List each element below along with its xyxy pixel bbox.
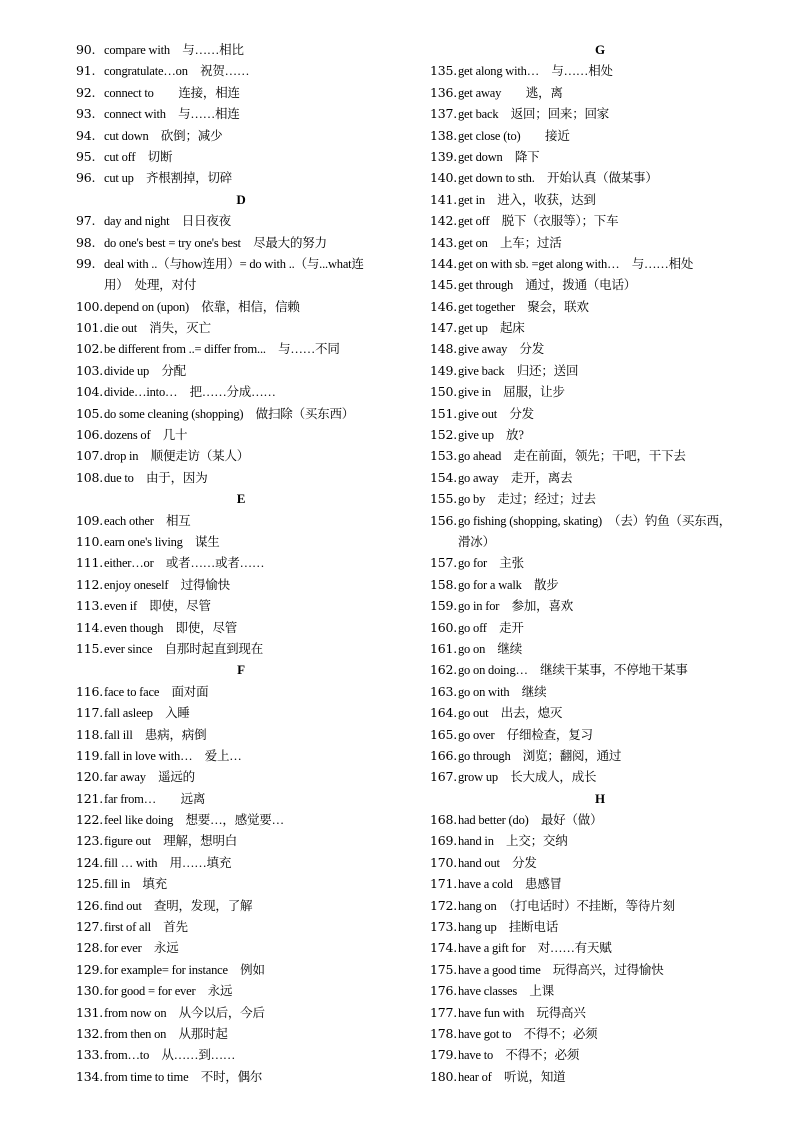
- entry-number: 150.: [430, 384, 458, 400]
- phrase-entry: [76, 531, 406, 552]
- entry-text: dozens of 几十: [104, 428, 188, 443]
- entry-text: have got to 不得不；必须: [458, 1026, 598, 1041]
- section-heading: G: [595, 42, 605, 57]
- entry-number: 169.: [430, 833, 458, 849]
- phrase-entry: [76, 103, 406, 124]
- entry-number: 174.: [430, 940, 458, 956]
- entry-text: for example= for instance 例如: [104, 962, 265, 977]
- entry-text: die out 消失，灭亡: [104, 321, 211, 336]
- entry-text: get through 通过，拨通（电话）: [458, 278, 637, 293]
- entry-text: get down 降下: [458, 149, 540, 164]
- phrase-entry: [430, 360, 770, 381]
- entry-text: go by 走过；经过；过去: [458, 492, 596, 507]
- entry-text: from…to 从……到……: [104, 1048, 236, 1063]
- entry-text: go off 走开: [458, 620, 524, 635]
- entry-text: ever since 自那时起直到现在: [104, 641, 264, 656]
- phrase-entry: [430, 681, 770, 702]
- entry-number: 105.: [76, 405, 104, 421]
- entry-text: hand in 上交；交纳: [458, 834, 568, 849]
- entry-continuation: 滑冰）: [458, 533, 495, 549]
- entry-number: 178.: [430, 1025, 458, 1041]
- entry-number: 127.: [76, 919, 104, 935]
- entry-text: be different from ..= differ from... 与……不同: [104, 342, 340, 357]
- entry-number: 168.: [430, 812, 458, 828]
- phrase-entry: [430, 274, 770, 295]
- phrase-entry: [430, 210, 770, 231]
- entry-number: 123.: [76, 833, 104, 849]
- entry-number: 96.: [76, 170, 96, 186]
- entry-number: 100.: [76, 298, 104, 314]
- entry-number: 162.: [430, 662, 458, 678]
- entry-number: 159.: [430, 598, 458, 614]
- entry-number: 124.: [76, 854, 104, 870]
- entry-text: go on with 继续: [458, 684, 547, 699]
- phrase-entry: [76, 552, 406, 573]
- phrase-entry: [430, 959, 770, 980]
- entry-number: 148.: [430, 341, 458, 357]
- section-heading: D: [236, 191, 246, 207]
- entry-number: 93.: [76, 106, 96, 122]
- phrase-entry: [76, 338, 406, 359]
- phrase-entry: [76, 125, 406, 146]
- entry-text: have a good time 玩得高兴，过得愉快: [458, 962, 664, 977]
- entry-text: have a cold 患感冒: [458, 877, 562, 892]
- entry-text: get in 进入，收获，达到: [458, 192, 596, 207]
- entry-text: each other 相互: [104, 513, 191, 528]
- entry-text: get close (to) 接近: [458, 128, 570, 143]
- entry-text: fill … with 用……填充: [104, 855, 232, 870]
- entry-text: congratulate…on 祝贺……: [104, 64, 250, 79]
- phrase-entry: [76, 830, 406, 851]
- entry-number: 106.: [76, 427, 104, 443]
- phrase-entry: [76, 937, 406, 958]
- entry-number: 142.: [430, 213, 458, 229]
- entry-number: 118.: [76, 726, 104, 742]
- phrase-entry: [76, 980, 406, 1001]
- entry-number: 109.: [76, 512, 104, 528]
- left-column: [76, 39, 406, 1087]
- phrase-entry: [430, 937, 770, 958]
- phrase-entry: [430, 1044, 770, 1065]
- phrase-entry: [430, 445, 770, 466]
- entry-text: give away 分发: [458, 342, 545, 357]
- entry-number: 113.: [76, 598, 104, 614]
- entry-text: get away 逃，离: [458, 85, 563, 100]
- entry-number: 95.: [76, 148, 96, 164]
- entry-text: either…or 或者……或者……: [104, 556, 265, 571]
- entry-number: 154.: [430, 469, 458, 485]
- entry-number: 152.: [430, 427, 458, 443]
- entry-text: even if 即使，尽管: [104, 599, 211, 614]
- phrase-entry: [430, 702, 770, 723]
- entry-number: 140.: [430, 170, 458, 186]
- phrase-entry: [430, 638, 770, 659]
- phrase-entry: [430, 1002, 770, 1023]
- phrase-entry: [430, 617, 770, 638]
- phrase-entry: [430, 403, 770, 424]
- entry-number: 137.: [430, 106, 458, 122]
- phrase-entry: [430, 510, 770, 531]
- entry-number: 143.: [430, 234, 458, 250]
- entry-continuation: 用） 处理，对付: [104, 277, 197, 293]
- phrase-entry: [430, 916, 770, 937]
- entry-text: fall ill 患病，病倒: [104, 727, 207, 742]
- entry-number: 90.: [76, 42, 96, 57]
- entry-text: do one's best = try one's best 尽最大的努力: [104, 235, 327, 250]
- phrase-entry: [76, 167, 406, 188]
- phrase-entry: [76, 809, 406, 830]
- phrase-entry: [76, 232, 406, 253]
- entry-text: divide…into… 把……分成……: [104, 385, 276, 400]
- entry-text: for ever 永远: [104, 941, 179, 956]
- entry-number: 132.: [76, 1025, 104, 1041]
- entry-number: 144.: [430, 255, 458, 271]
- phrase-entry: [76, 146, 406, 167]
- phrase-entry: [76, 360, 406, 381]
- entry-text: give out 分发: [458, 406, 534, 421]
- section-heading: H: [595, 790, 605, 806]
- entry-text: compare with 与……相比: [104, 43, 244, 57]
- phrase-entry: [430, 895, 770, 916]
- entry-text: have a gift for 对……有天赋: [458, 941, 612, 956]
- entry-text: get off 脱下（衣服等）；下车: [458, 214, 619, 229]
- phrase-entry: [430, 60, 770, 81]
- phrase-entry: [76, 445, 406, 466]
- entry-number: 99.: [76, 255, 96, 271]
- entry-text: due to 由于，因为: [104, 470, 208, 485]
- entry-text: get on with sb. =get along with… 与……相处: [458, 256, 694, 271]
- phrase-entry: [430, 552, 770, 573]
- entry-number: 145.: [430, 277, 458, 293]
- entry-number: 151.: [430, 405, 458, 421]
- entry-text: day and night 日日夜夜: [104, 214, 231, 229]
- entry-number: 135.: [430, 63, 458, 79]
- entry-text: get back 返回；回来；回家: [458, 107, 610, 122]
- phrase-entry: [76, 39, 406, 60]
- entry-text: have classes 上课: [458, 984, 554, 999]
- entry-number: 128.: [76, 940, 104, 956]
- phrase-entry: [76, 317, 406, 338]
- entry-text: from then on 从那时起: [104, 1026, 228, 1041]
- phrase-entry: [76, 60, 406, 81]
- entry-text: go fishing (shopping, skating) （去）钓鱼（买东西，: [458, 513, 732, 528]
- phrase-entry: [430, 317, 770, 338]
- entry-number: 107.: [76, 448, 104, 464]
- entry-number: 139.: [430, 148, 458, 164]
- entry-text: deal with ..（与how连用）= do with ..（与...what连: [104, 256, 364, 271]
- entry-number: 165.: [430, 726, 458, 742]
- phrase-entry: [76, 724, 406, 745]
- phrase-entry: [76, 617, 406, 638]
- entry-text: hang on （打电话时）不挂断，等待片刻: [458, 898, 675, 913]
- entry-text: get down to sth. 开始认真（做某事）: [458, 171, 658, 186]
- entry-text: go ahead 走在前面，领先；干吧，干下去: [458, 449, 686, 464]
- entry-number: 122.: [76, 812, 104, 828]
- entry-number: 138.: [430, 127, 458, 143]
- entry-number: 180.: [430, 1068, 458, 1084]
- entry-text: go on 继续: [458, 641, 523, 656]
- entry-number: 158.: [430, 576, 458, 592]
- phrase-entry: [76, 895, 406, 916]
- phrase-entry: [430, 125, 770, 146]
- entry-number: 117.: [76, 705, 104, 721]
- entry-text: go away 走开，离去: [458, 470, 573, 485]
- entry-text: do some cleaning (shopping) 做扫除（买东西）: [104, 406, 355, 421]
- entry-number: 160.: [430, 619, 458, 635]
- entry-number: 136.: [430, 84, 458, 100]
- phrase-entry: [76, 681, 406, 702]
- entry-text: give in 屈服，让步: [458, 385, 565, 400]
- phrase-entry: [430, 296, 770, 317]
- entry-text: connect with 与……相连: [104, 107, 240, 122]
- entry-text: get together 聚会，联欢: [458, 299, 589, 314]
- phrase-entry: [430, 574, 770, 595]
- entry-text: go for a walk 散步: [458, 577, 559, 592]
- entry-number: 116.: [76, 683, 104, 699]
- entry-text: from time to time 不时，偶尔: [104, 1069, 263, 1084]
- entry-number: 166.: [430, 747, 458, 763]
- phrase-entry: [76, 574, 406, 595]
- phrase-entry: [76, 1023, 406, 1044]
- phrase-entry: [430, 103, 770, 124]
- entry-text: first of all 首先: [104, 920, 188, 935]
- entry-number: 149.: [430, 362, 458, 378]
- phrase-entry: [76, 296, 406, 317]
- entry-text: go out 出去，熄灭: [458, 706, 563, 721]
- phrase-entry: [76, 253, 406, 274]
- entry-number: 108.: [76, 469, 104, 485]
- entry-number: 133.: [76, 1047, 104, 1063]
- entry-number: 131.: [76, 1004, 104, 1020]
- entry-number: 170.: [430, 854, 458, 870]
- phrase-entry: [430, 1023, 770, 1044]
- entry-text: cut up 齐根割掉，切碎: [104, 171, 233, 186]
- entry-text: grow up 长大成人，成长: [458, 770, 597, 785]
- entry-number: 121.: [76, 790, 104, 806]
- phrase-entry: [76, 510, 406, 531]
- entry-text: give back 归还；送回: [458, 363, 579, 378]
- phrase-entry: [430, 146, 770, 167]
- phrase-entry: [430, 338, 770, 359]
- entry-number: 153.: [430, 448, 458, 464]
- entry-number: 164.: [430, 705, 458, 721]
- entry-number: 104.: [76, 384, 104, 400]
- phrase-entry: [430, 82, 770, 103]
- phrase-entry: [76, 424, 406, 445]
- entry-number: 94.: [76, 127, 96, 143]
- entry-number: 110.: [76, 533, 104, 549]
- section-heading: E: [236, 491, 246, 507]
- entry-text: hear of 听说，知道: [458, 1069, 566, 1084]
- entry-number: 175.: [430, 961, 458, 977]
- entry-number: 176.: [430, 983, 458, 999]
- phrase-entry: [76, 595, 406, 616]
- entry-text: far away 遥远的: [104, 770, 195, 785]
- entry-number: 97.: [76, 213, 96, 229]
- phrase-entry: [430, 467, 770, 488]
- entry-text: get up 起床: [458, 321, 525, 336]
- phrase-entry: [430, 659, 770, 680]
- entry-text: go through 浏览；翻阅，通过: [458, 748, 622, 763]
- entry-number: 111.: [76, 555, 104, 571]
- phrase-entry: [430, 424, 770, 445]
- entry-number: 130.: [76, 983, 104, 999]
- entry-number: 125.: [76, 876, 104, 892]
- entry-number: 129.: [76, 961, 104, 977]
- phrase-entry: [76, 381, 406, 402]
- phrase-entry: [430, 766, 770, 787]
- entry-number: 101.: [76, 320, 104, 336]
- phrase-entry: [76, 82, 406, 103]
- entry-number: 102.: [76, 341, 104, 357]
- entry-text: go on doing… 继续干某事，不停地干某事: [458, 663, 688, 678]
- entry-text: hand out 分发: [458, 855, 537, 870]
- entry-text: fill in 填充: [104, 877, 167, 892]
- phrase-entry: [430, 595, 770, 616]
- entry-number: 172.: [430, 897, 458, 913]
- phrase-entry: [76, 873, 406, 894]
- entry-text: far from… 远离: [104, 791, 206, 806]
- phrase-entry: [76, 467, 406, 488]
- entry-number: 119.: [76, 747, 104, 763]
- entry-text: face to face 面对面: [104, 684, 209, 699]
- phrase-entry: [430, 873, 770, 894]
- entry-number: 98.: [76, 234, 96, 250]
- entry-number: 167.: [430, 769, 458, 785]
- phrase-entry: [76, 916, 406, 937]
- entry-text: figure out 理解，想明白: [104, 834, 238, 849]
- entry-number: 147.: [430, 320, 458, 336]
- entry-number: 126.: [76, 897, 104, 913]
- phrase-entry: [430, 980, 770, 1001]
- phrase-entry: [430, 809, 770, 830]
- phrase-entry: [430, 830, 770, 851]
- entry-number: 103.: [76, 362, 104, 378]
- entry-text: fall in love with… 爱上…: [104, 748, 242, 763]
- right-column: [430, 39, 770, 1087]
- entry-text: go over 仔细检查，复习: [458, 727, 593, 742]
- entry-text: have to 不得不；必须: [458, 1048, 580, 1063]
- entry-text: get on 上车；过活: [458, 235, 562, 250]
- entry-number: 92.: [76, 84, 96, 100]
- phrase-entry: [76, 852, 406, 873]
- phrase-entry: [430, 232, 770, 253]
- phrase-entry: [430, 488, 770, 509]
- phrase-entry: [76, 959, 406, 980]
- entry-number: 155.: [430, 491, 458, 507]
- entry-number: 163.: [430, 683, 458, 699]
- entry-number: 146.: [430, 298, 458, 314]
- entry-text: even though 即使，尽管: [104, 620, 238, 635]
- phrase-entry: [76, 1002, 406, 1023]
- entry-number: 161.: [430, 640, 458, 656]
- entry-text: feel like doing 想要…，感觉要…: [104, 813, 284, 828]
- entry-number: 141.: [430, 191, 458, 207]
- entry-text: drop in 顺便走访（某人）: [104, 449, 250, 464]
- entry-text: have fun with 玩得高兴: [458, 1005, 586, 1020]
- entry-number: 179.: [430, 1047, 458, 1063]
- entry-text: get along with… 与……相处: [458, 64, 613, 79]
- phrase-entry: [76, 745, 406, 766]
- entry-number: 115.: [76, 640, 104, 656]
- entry-number: 112.: [76, 576, 104, 592]
- entry-text: depend on (upon) 依靠，相信，信赖: [104, 299, 300, 314]
- entry-text: for good = for ever 永远: [104, 984, 233, 999]
- entry-text: cut off 切断: [104, 149, 173, 164]
- phrase-entry: [430, 724, 770, 745]
- entry-text: go for 主张: [458, 556, 524, 571]
- entry-text: connect to 连接，相连: [104, 85, 240, 100]
- phrase-entry: [430, 381, 770, 402]
- entry-text: enjoy oneself 过得愉快: [104, 577, 230, 592]
- entry-number: 173.: [430, 919, 458, 935]
- phrase-entry: [76, 1044, 406, 1065]
- phrase-entry: [430, 852, 770, 873]
- phrase-entry: [76, 403, 406, 424]
- entry-text: earn one's living 谋生: [104, 534, 220, 549]
- phrase-entry: [76, 1066, 406, 1087]
- entry-text: find out 查明，发现，了解: [104, 898, 253, 913]
- phrase-entry: [76, 702, 406, 723]
- entry-text: hang up 挂断电话: [458, 920, 559, 935]
- phrase-entry: [430, 167, 770, 188]
- entry-number: 157.: [430, 555, 458, 571]
- entry-number: 134.: [76, 1068, 104, 1084]
- entry-number: 156.: [430, 512, 458, 528]
- phrase-entry: [430, 253, 770, 274]
- phrase-entry: [430, 745, 770, 766]
- entry-text: had better (do) 最好（做）: [458, 813, 603, 828]
- phrase-entry: [76, 638, 406, 659]
- entry-text: from now on 从今以后，今后: [104, 1005, 265, 1020]
- entry-text: fall asleep 入睡: [104, 706, 190, 721]
- phrase-entry: [430, 1066, 770, 1087]
- entry-number: 91.: [76, 63, 96, 79]
- entry-text: divide up 分配: [104, 363, 186, 378]
- phrase-entry: [430, 189, 770, 210]
- entry-number: 114.: [76, 619, 104, 635]
- entry-text: go in for 参加，喜欢: [458, 599, 574, 614]
- phrase-entry: [76, 788, 406, 809]
- entry-text: cut down 砍倒；减少: [104, 128, 223, 143]
- entry-number: 171.: [430, 876, 458, 892]
- entry-number: 120.: [76, 769, 104, 785]
- section-heading: F: [237, 662, 245, 678]
- phrase-entry: [76, 766, 406, 787]
- entry-text: give up 放?: [458, 428, 524, 443]
- phrase-entry: [76, 210, 406, 231]
- entry-number: 177.: [430, 1004, 458, 1020]
